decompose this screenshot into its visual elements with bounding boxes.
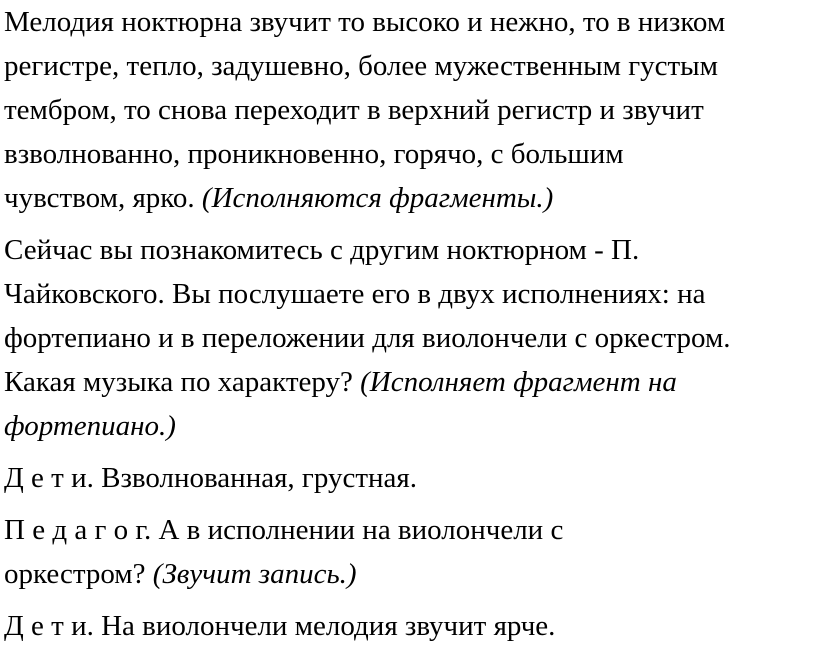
text-segment: оркестром? xyxy=(4,558,153,590)
paragraph-gap xyxy=(4,220,812,228)
text-segment: чувством, ярко. xyxy=(4,182,202,214)
paragraph-gap xyxy=(4,448,812,456)
text-segment: Д е т и. На виолончели мелодия звучит ярче. xyxy=(4,610,556,642)
text-segment: Д е т и. Взволнованная, грустная. xyxy=(4,462,417,494)
text-segment: П е д а г о г. А в исполнении на виолончели с xyxy=(4,514,564,546)
text-line xyxy=(4,228,812,272)
document-page xyxy=(4,0,812,648)
text-line xyxy=(4,44,812,88)
text-line xyxy=(4,88,812,132)
text-segment: взволнованно, проникновенно, горячо, с большим xyxy=(4,138,624,170)
stage-direction: (Исполняются фрагменты.) xyxy=(201,182,554,214)
stage-direction: (Исполняет фрагмент на xyxy=(360,366,677,398)
paragraph-nocturne-description xyxy=(4,0,812,220)
text-segment: Чайковского. Вы послушаете его в двух исполнениях: на xyxy=(4,278,706,310)
text-line xyxy=(4,604,812,648)
text-segment: фортепиано и в переложении для виолончели с оркестром. xyxy=(4,322,731,354)
paragraph-children-answer-1 xyxy=(4,456,812,500)
paragraph-gap xyxy=(4,500,812,508)
text-line xyxy=(4,316,812,360)
paragraph-children-answer-2 xyxy=(4,604,812,648)
text-segment: Какая музыка по характеру? xyxy=(4,366,361,398)
text-line xyxy=(4,272,812,316)
stage-direction: (Звучит запись.) xyxy=(152,558,357,590)
text-line xyxy=(4,404,812,448)
text-segment: Мелодия ноктюрна звучит то высоко и нежно, то в низком xyxy=(4,6,726,38)
text-line xyxy=(4,176,812,220)
text-line xyxy=(4,552,812,596)
paragraph-gap xyxy=(4,596,812,604)
text-line xyxy=(4,508,812,552)
stage-direction: фортепиано.) xyxy=(4,410,176,442)
text-line xyxy=(4,0,812,44)
text-segment: регистре, тепло, задушевно, более мужественным густым xyxy=(4,50,718,82)
paragraph-teacher-question xyxy=(4,508,812,596)
paragraph-tchaikovsky xyxy=(4,228,812,448)
text-segment: тембром, то снова переходит в верхний регистр и звучит xyxy=(4,94,704,126)
text-line xyxy=(4,132,812,176)
text-line xyxy=(4,360,812,404)
text-line xyxy=(4,456,812,500)
text-segment: Сейчас вы познакомитесь с другим ноктюрном - П. xyxy=(4,234,640,266)
